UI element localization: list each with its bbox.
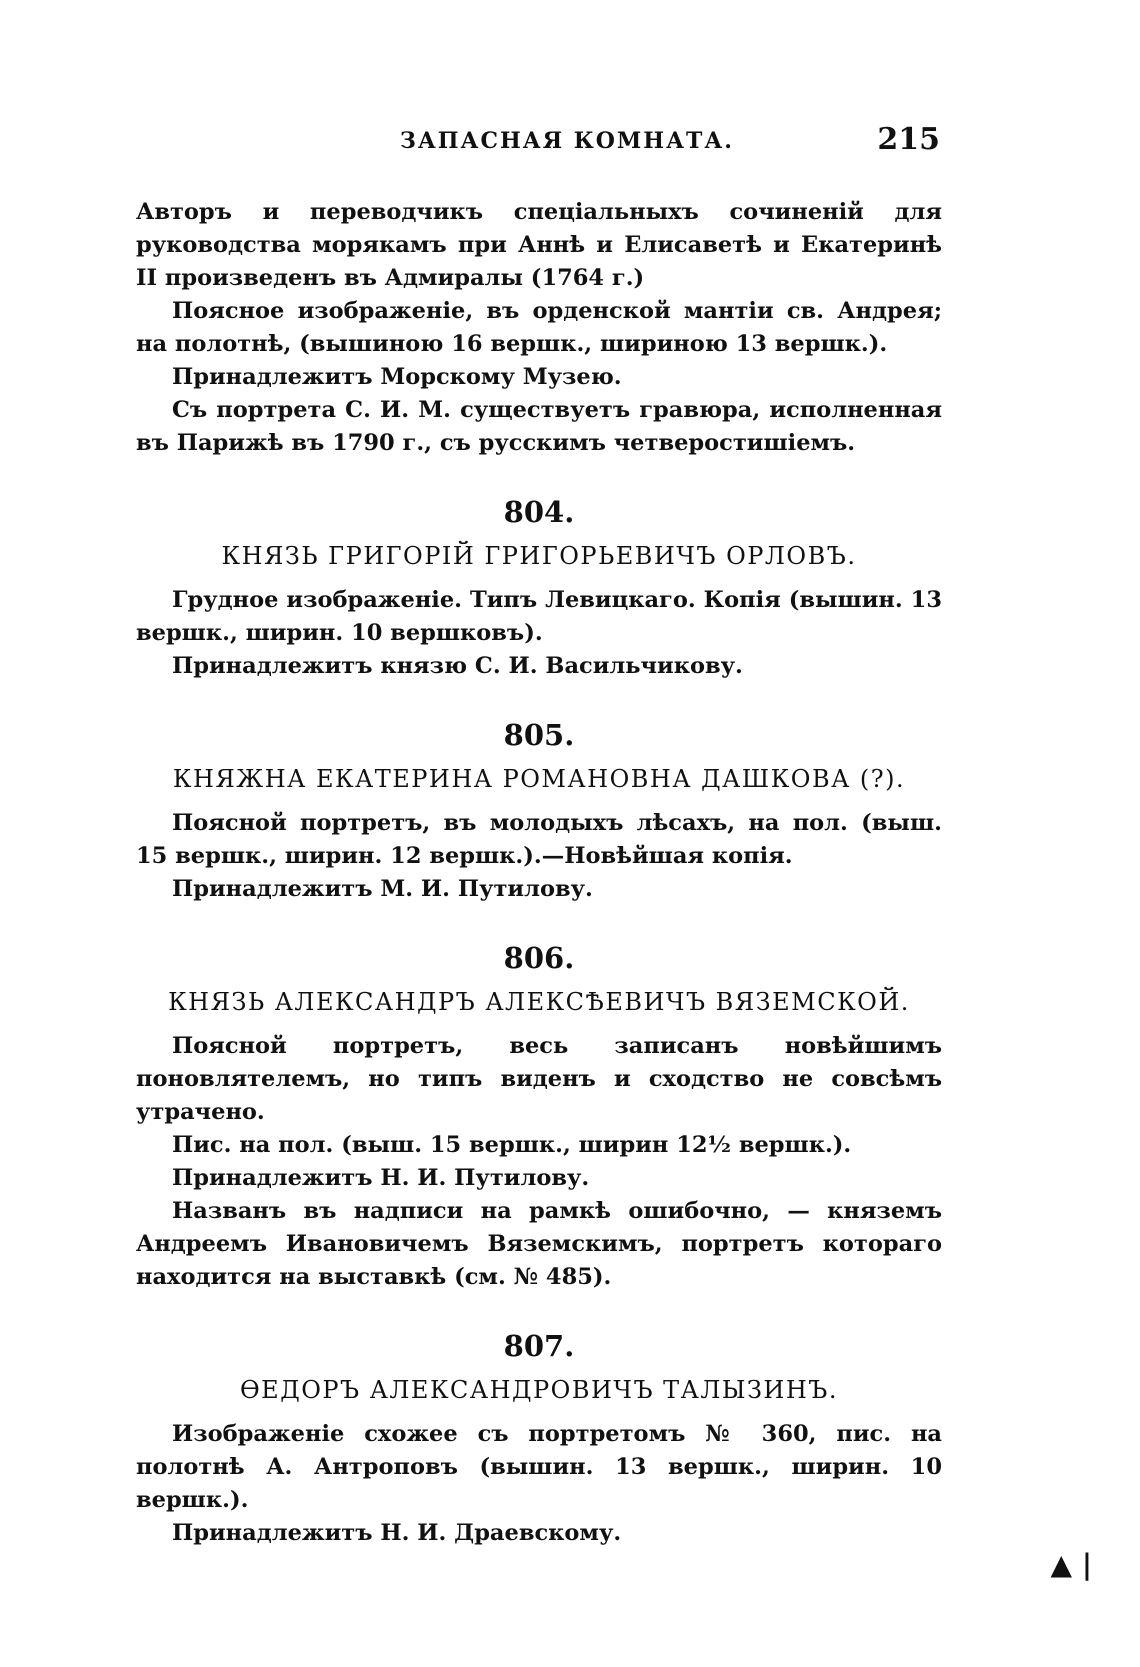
entry-807	[136, 1328, 942, 1550]
running-head	[140, 122, 940, 164]
intro-continuation	[136, 196, 942, 460]
page-content	[136, 196, 942, 1550]
entry-paragraph: Принадлежитъ Н. И. Драевскому.	[172, 1520, 622, 1546]
entry-title: КНЯЖНА ЕКАТЕРИНА РОМАНОВНА ДАШКОВА (?).	[172, 765, 906, 793]
entry-number: 806.	[503, 941, 575, 975]
entry-paragraph: Грудное изображеніе. Типъ Левицкаго. Копія (вышин. 13 вершк., ширин. 10 вершковъ).	[136, 587, 942, 646]
entry-paragraph: Принадлежитъ Н. И. Путилову.	[172, 1165, 590, 1191]
entry-title: ѲЕДОРЪ АЛЕКСАНДРОВИЧЪ ТАЛЫЗИНЪ.	[240, 1376, 838, 1404]
entry-paragraph: Пис. на пол. (выш. 15 вершк., ширин 12½ вершк.).	[172, 1132, 852, 1158]
entry-number: 807.	[503, 1329, 575, 1363]
entry-805	[136, 717, 942, 906]
entry-paragraph: Поясной портретъ, весь записанъ новѣйшимъ поновлятелемъ, но типъ виденъ и сходство не совсѣмъ утрачено.	[136, 1033, 942, 1125]
running-title: ЗАПАСНАЯ КОМНАТА.	[400, 128, 734, 154]
margin-scan-mark: ▲ |	[1050, 1548, 1092, 1581]
entry-title: КНЯЗЬ АЛЕКСАНДРЪ АЛЕКСѢЕВИЧЪ ВЯЗЕМСКОЙ.	[168, 988, 910, 1016]
page-number: 215	[877, 122, 940, 157]
entry-paragraph: Принадлежитъ М. И. Путилову.	[172, 876, 593, 902]
intro-paragraph-4: Съ портрета С. И. М. существуетъ гравюра, исполненная въ Парижѣ въ 1790 г., съ русскимъ четверостишіемъ.	[136, 397, 942, 456]
entry-number: 805.	[503, 718, 575, 752]
entry-title: КНЯЗЬ ГРИГОРІЙ ГРИГОРЬЕВИЧЪ ОРЛОВЪ.	[221, 542, 857, 570]
entry-number: 804.	[503, 495, 575, 529]
entry-806	[136, 940, 942, 1294]
entry-paragraph: Названъ въ надписи на рамкѣ ошибочно, — княземъ Андреемъ Ивановичемъ Вяземскимъ, портретъ котораго находится на выставкѣ (см. № 485).	[136, 1198, 942, 1290]
entry-paragraph: Принадлежитъ князю С. И. Васильчикову.	[172, 653, 743, 679]
entry-paragraph: Поясной портретъ, въ молодыхъ лѣсахъ, на пол. (выш. 15 вершк., ширин. 12 вершк.).—Новѣйшая копія.	[136, 810, 942, 869]
intro-paragraph-1: Авторъ и переводчикъ спеціальныхъ сочиненій для руководства морякамъ при Аннѣ и Елисаветѣ и Екатеринѣ II произведенъ въ Адмиралы (1764 г.)	[136, 199, 942, 291]
entry-804	[136, 494, 942, 683]
entry-paragraph: Изображеніе схожее съ портретомъ № 360, пис. на полотнѣ А. Антроповъ (вышин. 13 вершк., ширин. 10 вершк.).	[136, 1421, 942, 1513]
intro-paragraph-2: Поясное изображеніе, въ орденской мантіи св. Андрея; на полотнѣ, (вышиною 16 вершк., шириною 13 вершк.).	[136, 298, 942, 357]
intro-paragraph-3: Принадлежитъ Морскому Музею.	[172, 364, 622, 390]
